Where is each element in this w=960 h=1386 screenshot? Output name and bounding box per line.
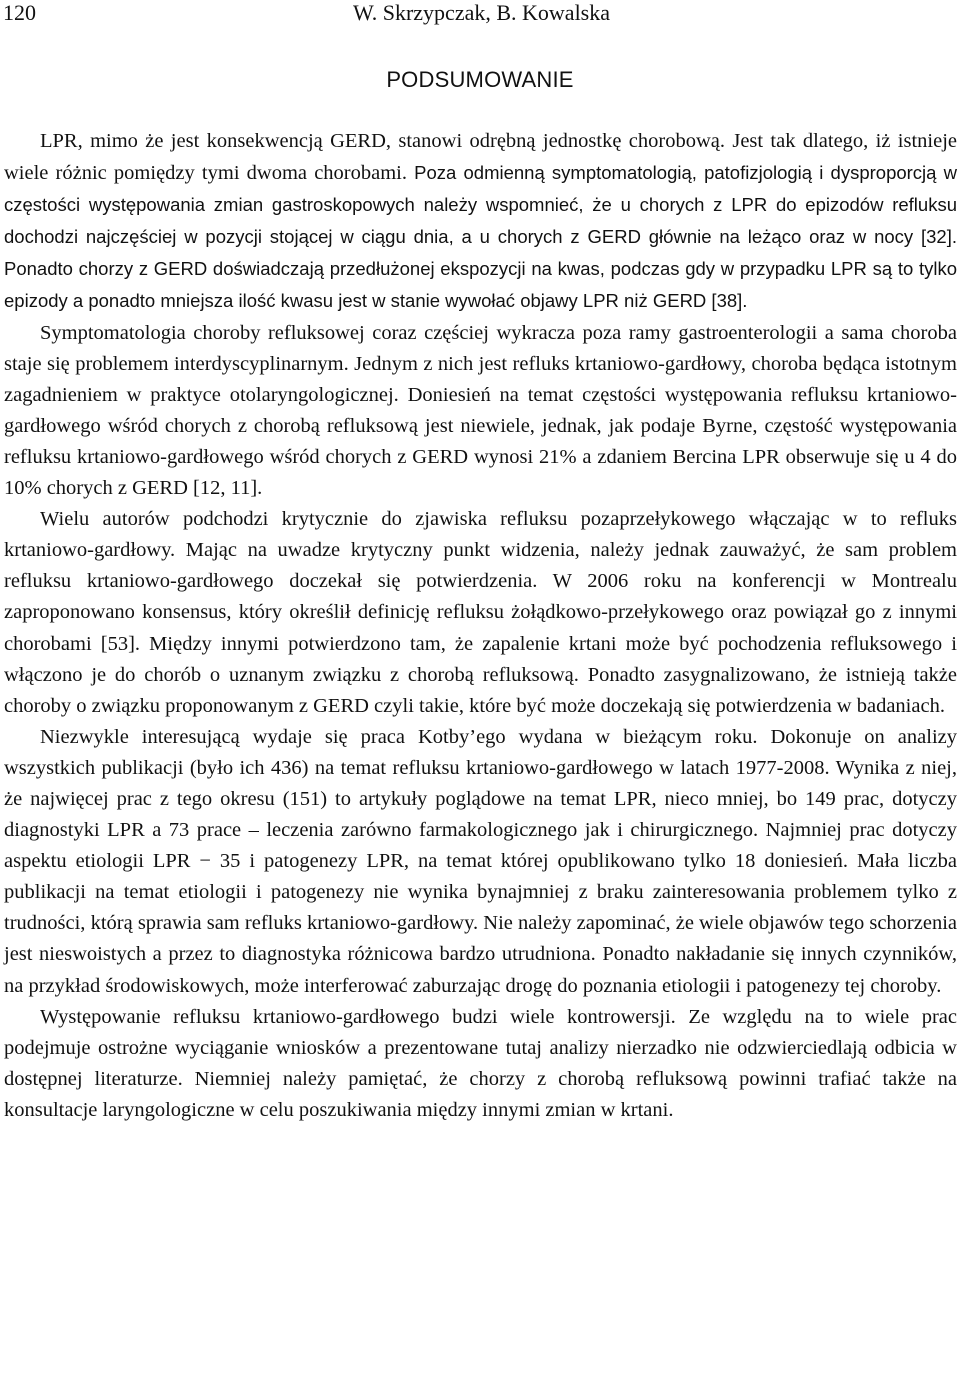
paragraph-text: Poza odmienną symptomatologią, patofizjologią i dysproporcją w częstości występowania zmian gastroskopowych należy wspomnieć, że u chorych z LPR do epizodów refluksu dochodzi najczęściej w pozycji stojącej w ciągu dnia, a u chorych z GERD głównie na leżąco oraz w nocy [32]. Ponadto chorzy z GERD doświadczają przedłużonej ekspozycji na kwas, podczas gdy w przypadku LPR są to tylko epizody a ponadto mniejsza ilość kwasu jest w stanie wywołać objawy LPR niż GERD [38].: [4, 162, 957, 312]
header-authors: W. Skrzypczak, B. Kowalska: [352, 0, 611, 25]
paragraph-text: LPR, mimo że jest konsekwencją GERD, stanowi odrębną jednostkę chorobową. Jest tak dlatego, iż istnieje wiele różnic pomiędzy tymi dwoma chorobami.: [4, 130, 957, 185]
paragraph: [4, 504, 957, 722]
paragraph: [4, 318, 957, 505]
paragraph-text: Symptomatologia choroby refluksowej coraz częściej wykracza poza ramy gastroenterologii a sama choroba staje się problemem interdyscyplinarnym. Jednym z nich jest refluks krtaniowo-gardłowy, choroba będąca istotnym zagadnieniem w praktyce otolaryngologicznej. Doniesień na temat częstości występowania refluksu krtaniowo-gardłowego wśród chorych z chorobą refluksową jest niewiele, jednak, jak podaje Byrne, częstość występowania refluksu krtaniowo-gardłowego wśród chorych z GERD wynosi 21% a zdaniem Bercina LPR obserwuje się u 4 do 10% chorych z GERD [12, 11].: [4, 321, 957, 500]
paragraph: [4, 126, 957, 318]
page-number: 120: [3, 0, 36, 25]
body-text: [4, 126, 957, 1126]
paragraph: [4, 722, 957, 1002]
paragraph-text: Niezwykle interesującą wydaje się praca Kotby’ego wydana w bieżącym roku. Dokonuje on analizy wszystkich publikacji (było ich 436) na temat refluksu krtaniowo-gardłowego w latach 1977-2008. Wynika z niej, że najwięcej prac z tego okresu (151) to artykuły poglądowe na temat LPR, nieco mniej, bo 149 prac, dotyczy diagnostyki LPR a 73 prace – leczenia zarówno farmakologicznego jak i chirurgicznego. Najmniej prac dotyczy aspektu etiologii LPR − 35 i patogenezy LPR, na temat której opublikowano tylko 18 doniesień. Mała liczba publikacji na temat etiologii i patogenezy nie wynika bynajmniej z braku zainteresowania problemem tylko z trudności, którą sprawia sam refluks krtaniowo-gardłowy. Nie należy zapominać, że wiele objawów tego schorzenia jest nieswoistych a przez to diagnostyka różnicowa bardzo utrudniona. Ponadto nakładanie się innych czynników, na przykład środowiskowych, może interferować zaburzając drogę do poznania etiologii i patogenezy tej choroby.: [4, 725, 957, 997]
running-header: [3, 0, 960, 26]
paragraph-text: Występowanie refluksu krtaniowo-gardłowego budzi wiele kontrowersji. Ze względu na to wiele prac podejmuje ostrożne wyciąganie wniosków a prezentowane tutaj analizy nierzadko nie odzwierciedlają odbicia w dostępnej literaturze. Niemniej należy pamiętać, że chorzy z chorobą refluksową powinni trafiać także na konsultacje laryngologiczne w celu poszukiwania między innymi zmian w krtani.: [4, 1005, 957, 1121]
paragraph-text: Wielu autorów podchodzi krytycznie do zjawiska refluksu pozaprzełykowego włączając w to refluks krtaniowo-gardłowy. Mając na uwadze krytyczny punkt widzenia, należy jednak zauważyć, że sam problem refluksu krtaniowo-gardłowego doczekał się potwierdzenia. W 2006 roku na konferencji w Montrealu zaproponowano konsensus, który określił definicję refluksu żołądkowo-przełykowego oraz powiązał go z innymi chorobami [53]. Między innymi potwierdzono tam, że zapalenie krtani może być pochodzenia refluksowego i włączono je do chorób o uznanym związku z chorobą refluksową. Ponadto zasygnalizowano, że istnieją także choroby o związku proponowanym z GERD czyli takie, które być może doczekają się potwierdzenia w badaniach.: [4, 508, 957, 717]
paragraph: [4, 1002, 957, 1126]
section-title: PODSUMOWANIE: [386, 67, 574, 92]
